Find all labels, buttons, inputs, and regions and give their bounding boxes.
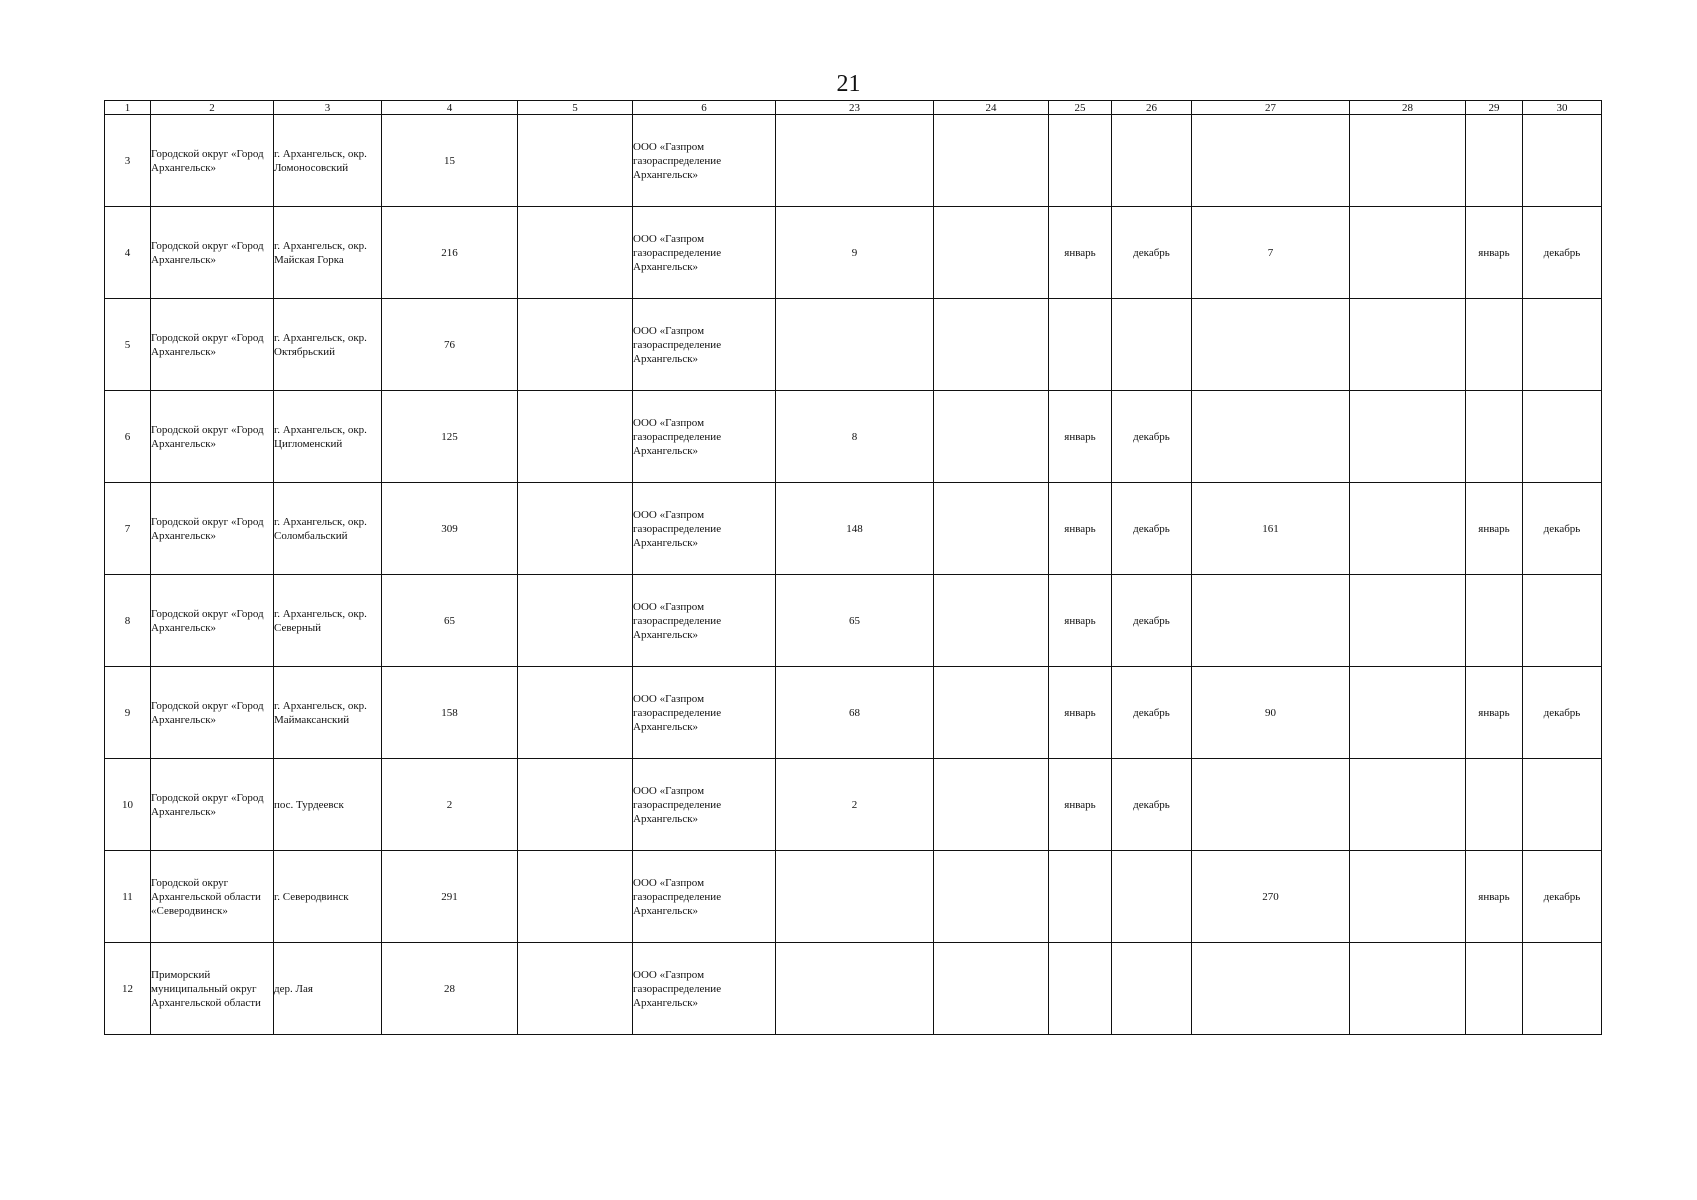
cell-col-24 <box>934 759 1049 851</box>
cell-col-25-month: январь <box>1049 483 1112 575</box>
column-header: 6 <box>633 101 776 115</box>
cell-col-27: 161 <box>1192 483 1350 575</box>
cell-col-27: 7 <box>1192 207 1350 299</box>
cell-col-26-month <box>1112 299 1192 391</box>
cell-col-25-month <box>1049 851 1112 943</box>
cell-gas-count: 76 <box>382 299 518 391</box>
cell-operator: ООО «Газпром газораспределение Архангельск» <box>633 575 776 667</box>
cell-col-30-month: декабрь <box>1523 667 1602 759</box>
cell-col-24 <box>934 483 1049 575</box>
cell-col-29-month: январь <box>1466 483 1523 575</box>
cell-municipality: Городской округ «Город Архангельск» <box>151 391 274 483</box>
cell-col-26-month: декабрь <box>1112 207 1192 299</box>
cell-col-24 <box>934 667 1049 759</box>
cell-operator: ООО «Газпром газораспределение Архангельск» <box>633 391 776 483</box>
cell-col-23 <box>776 851 934 943</box>
cell-col-26-month: декабрь <box>1112 667 1192 759</box>
cell-col-29-month <box>1466 575 1523 667</box>
cell-operator: ООО «Газпром газораспределение Архангельск» <box>633 207 776 299</box>
column-header: 30 <box>1523 101 1602 115</box>
cell-col-5 <box>518 851 633 943</box>
cell-col-23: 2 <box>776 759 934 851</box>
cell-col-30-month <box>1523 943 1602 1035</box>
cell-col-28 <box>1350 115 1466 207</box>
cell-col-26-month <box>1112 115 1192 207</box>
cell-col-5 <box>518 391 633 483</box>
cell-col-23: 68 <box>776 667 934 759</box>
cell-row-number: 5 <box>105 299 151 391</box>
table-row <box>105 667 1602 759</box>
cell-locality: г. Архангельск, окр. Ломоносовский <box>274 115 382 207</box>
column-header: 28 <box>1350 101 1466 115</box>
column-header: 3 <box>274 101 382 115</box>
cell-col-30-month <box>1523 115 1602 207</box>
cell-col-29-month: январь <box>1466 851 1523 943</box>
cell-col-5 <box>518 299 633 391</box>
cell-operator: ООО «Газпром газораспределение Архангельск» <box>633 115 776 207</box>
cell-gas-count: 28 <box>382 943 518 1035</box>
cell-locality: дер. Лая <box>274 943 382 1035</box>
cell-col-23 <box>776 943 934 1035</box>
column-header: 29 <box>1466 101 1523 115</box>
table-row <box>105 943 1602 1035</box>
cell-col-28 <box>1350 667 1466 759</box>
cell-municipality: Городской округ «Город Архангельск» <box>151 575 274 667</box>
cell-col-27 <box>1192 575 1350 667</box>
column-header: 2 <box>151 101 274 115</box>
cell-col-5 <box>518 575 633 667</box>
cell-locality: г. Архангельск, окр. Северный <box>274 575 382 667</box>
cell-col-30-month <box>1523 391 1602 483</box>
cell-col-27 <box>1192 759 1350 851</box>
cell-row-number: 4 <box>105 207 151 299</box>
column-header: 25 <box>1049 101 1112 115</box>
cell-locality: г. Архангельск, окр. Октябрьский <box>274 299 382 391</box>
cell-col-26-month: декабрь <box>1112 759 1192 851</box>
cell-col-23: 65 <box>776 575 934 667</box>
cell-operator: ООО «Газпром газораспределение Архангельск» <box>633 943 776 1035</box>
cell-municipality: Городской округ «Город Архангельск» <box>151 483 274 575</box>
cell-row-number: 3 <box>105 115 151 207</box>
cell-gas-count: 216 <box>382 207 518 299</box>
data-table <box>104 100 1602 1035</box>
cell-col-25-month: январь <box>1049 759 1112 851</box>
cell-municipality: Приморский муниципальный округ Архангельской области <box>151 943 274 1035</box>
cell-gas-count: 291 <box>382 851 518 943</box>
cell-locality: г. Архангельск, окр. Соломбальский <box>274 483 382 575</box>
cell-col-30-month <box>1523 299 1602 391</box>
cell-col-23: 9 <box>776 207 934 299</box>
table-row <box>105 851 1602 943</box>
cell-col-5 <box>518 667 633 759</box>
cell-col-28 <box>1350 851 1466 943</box>
cell-col-27 <box>1192 943 1350 1035</box>
cell-col-28 <box>1350 759 1466 851</box>
table-row <box>105 115 1602 207</box>
column-header: 1 <box>105 101 151 115</box>
table-body <box>105 115 1602 1035</box>
cell-col-30-month: декабрь <box>1523 207 1602 299</box>
cell-col-29-month <box>1466 943 1523 1035</box>
cell-locality: г. Архангельск, окр. Цигломенский <box>274 391 382 483</box>
cell-col-28 <box>1350 391 1466 483</box>
cell-col-25-month <box>1049 299 1112 391</box>
cell-gas-count: 2 <box>382 759 518 851</box>
cell-row-number: 9 <box>105 667 151 759</box>
table-row <box>105 575 1602 667</box>
cell-col-24 <box>934 575 1049 667</box>
cell-col-28 <box>1350 299 1466 391</box>
cell-col-23 <box>776 115 934 207</box>
cell-gas-count: 125 <box>382 391 518 483</box>
cell-col-29-month: январь <box>1466 667 1523 759</box>
table-row <box>105 759 1602 851</box>
cell-operator: ООО «Газпром газораспределение Архангельск» <box>633 851 776 943</box>
cell-gas-count: 15 <box>382 115 518 207</box>
cell-locality: г. Архангельск, окр. Майская Горка <box>274 207 382 299</box>
cell-col-27: 270 <box>1192 851 1350 943</box>
column-header: 26 <box>1112 101 1192 115</box>
cell-gas-count: 158 <box>382 667 518 759</box>
cell-col-25-month <box>1049 943 1112 1035</box>
cell-col-27 <box>1192 115 1350 207</box>
cell-col-28 <box>1350 575 1466 667</box>
cell-row-number: 12 <box>105 943 151 1035</box>
cell-col-27 <box>1192 391 1350 483</box>
cell-col-29-month <box>1466 115 1523 207</box>
cell-municipality: Городской округ «Город Архангельск» <box>151 759 274 851</box>
cell-col-25-month: январь <box>1049 207 1112 299</box>
cell-col-29-month: январь <box>1466 207 1523 299</box>
cell-col-24 <box>934 391 1049 483</box>
column-header: 23 <box>776 101 934 115</box>
cell-col-30-month <box>1523 575 1602 667</box>
cell-municipality: Городской округ Архангельской области «Северодвинск» <box>151 851 274 943</box>
cell-col-29-month <box>1466 759 1523 851</box>
cell-col-25-month: январь <box>1049 667 1112 759</box>
cell-operator: ООО «Газпром газораспределение Архангельск» <box>633 299 776 391</box>
table-row <box>105 299 1602 391</box>
table-row <box>105 391 1602 483</box>
cell-locality: г. Архангельск, окр. Маймаксанский <box>274 667 382 759</box>
cell-municipality: Городской округ «Город Архангельск» <box>151 667 274 759</box>
cell-col-26-month: декабрь <box>1112 391 1192 483</box>
cell-locality: г. Северодвинск <box>274 851 382 943</box>
cell-col-30-month <box>1523 759 1602 851</box>
page-number: 21 <box>836 71 861 97</box>
cell-municipality: Городской округ «Город Архангельск» <box>151 115 274 207</box>
cell-col-26-month: декабрь <box>1112 575 1192 667</box>
cell-col-27: 90 <box>1192 667 1350 759</box>
table-row <box>105 207 1602 299</box>
cell-locality: пос. Турдеевск <box>274 759 382 851</box>
cell-gas-count: 309 <box>382 483 518 575</box>
cell-col-27 <box>1192 299 1350 391</box>
cell-col-25-month: январь <box>1049 391 1112 483</box>
column-header: 5 <box>518 101 633 115</box>
cell-col-26-month <box>1112 943 1192 1035</box>
cell-operator: ООО «Газпром газораспределение Архангельск» <box>633 759 776 851</box>
cell-col-5 <box>518 759 633 851</box>
cell-col-24 <box>934 851 1049 943</box>
cell-col-5 <box>518 483 633 575</box>
cell-col-25-month: январь <box>1049 575 1112 667</box>
cell-col-5 <box>518 207 633 299</box>
cell-col-26-month: декабрь <box>1112 483 1192 575</box>
cell-municipality: Городской округ «Город Архангельск» <box>151 299 274 391</box>
cell-col-30-month: декабрь <box>1523 483 1602 575</box>
cell-row-number: 7 <box>105 483 151 575</box>
cell-col-30-month: декабрь <box>1523 851 1602 943</box>
cell-col-29-month <box>1466 391 1523 483</box>
cell-col-24 <box>934 115 1049 207</box>
cell-row-number: 11 <box>105 851 151 943</box>
cell-col-23 <box>776 299 934 391</box>
cell-col-23: 148 <box>776 483 934 575</box>
cell-operator: ООО «Газпром газораспределение Архангельск» <box>633 667 776 759</box>
cell-col-28 <box>1350 483 1466 575</box>
cell-col-24 <box>934 943 1049 1035</box>
cell-gas-count: 65 <box>382 575 518 667</box>
column-header: 4 <box>382 101 518 115</box>
cell-col-26-month <box>1112 851 1192 943</box>
column-header: 24 <box>934 101 1049 115</box>
cell-col-5 <box>518 115 633 207</box>
cell-col-28 <box>1350 207 1466 299</box>
cell-col-5 <box>518 943 633 1035</box>
cell-municipality: Городской округ «Город Архангельск» <box>151 207 274 299</box>
cell-row-number: 6 <box>105 391 151 483</box>
column-number-row <box>105 101 1602 115</box>
cell-col-24 <box>934 299 1049 391</box>
cell-col-25-month <box>1049 115 1112 207</box>
cell-row-number: 10 <box>105 759 151 851</box>
column-header: 27 <box>1192 101 1350 115</box>
cell-row-number: 8 <box>105 575 151 667</box>
cell-col-29-month <box>1466 299 1523 391</box>
cell-col-24 <box>934 207 1049 299</box>
table-row <box>105 483 1602 575</box>
cell-col-23: 8 <box>776 391 934 483</box>
cell-operator: ООО «Газпром газораспределение Архангельск» <box>633 483 776 575</box>
cell-col-28 <box>1350 943 1466 1035</box>
